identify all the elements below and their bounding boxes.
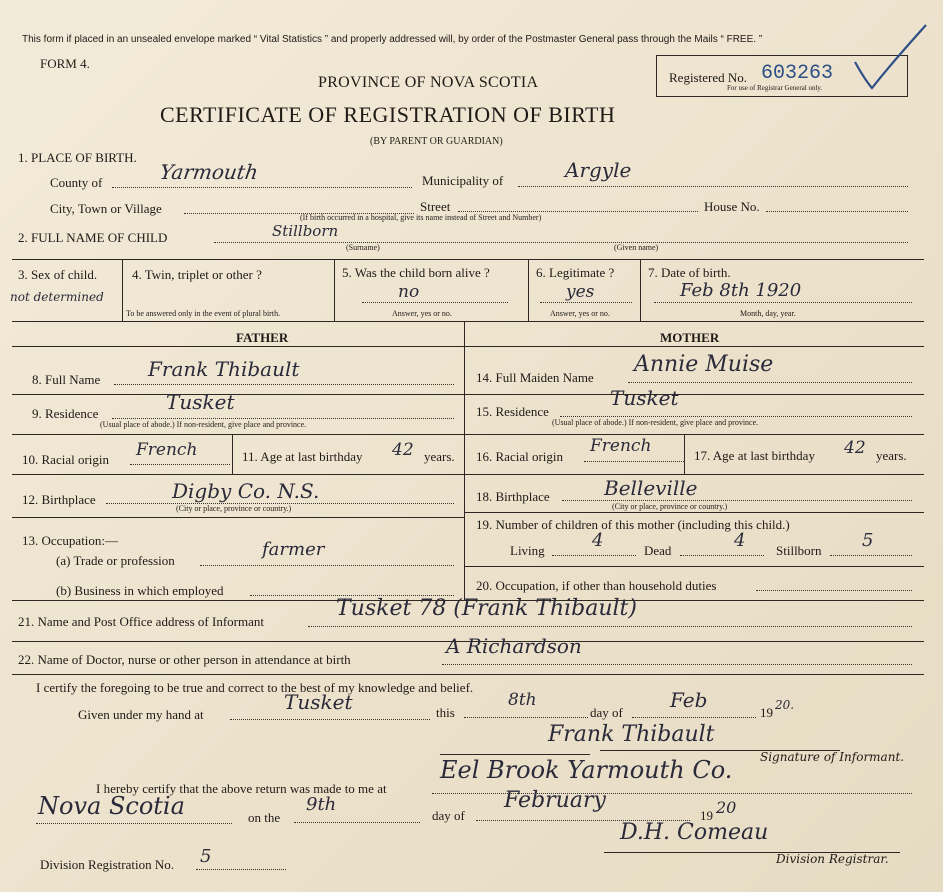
municipality-label: Municipality of xyxy=(422,173,504,188)
registrar-day-of-label: day of xyxy=(432,808,465,823)
on-the-label: on the xyxy=(248,810,281,825)
division-registrar-label: Division Registrar. xyxy=(776,852,889,866)
mother-name-label: 14. Full Maiden Name xyxy=(476,370,594,385)
given-place: Tusket xyxy=(284,690,353,714)
legit-value: yes xyxy=(566,282,595,302)
given-month: Feb xyxy=(670,688,708,712)
father-race: French xyxy=(136,440,198,460)
father-birth-note: (City or place, province or country.) xyxy=(176,504,292,513)
father-birthplace-label: 12. Birthplace xyxy=(22,492,96,507)
alive-value: no xyxy=(398,282,420,302)
mother-race: French xyxy=(590,436,652,456)
division-no-label: Division Registration No. xyxy=(40,857,174,872)
doctor-value: A Richardson xyxy=(446,634,582,658)
stillborn-label: Stillborn xyxy=(776,543,822,558)
business-label: (b) Business in which employed xyxy=(56,583,224,598)
legit-note: Answer, yes or no. xyxy=(550,309,610,318)
stillborn-value: 5 xyxy=(862,530,874,551)
registrar-day: 9th xyxy=(306,794,337,815)
father-name-label: 8. Full Name xyxy=(32,372,101,387)
twin-note: To be answered only in the event of plural birth. xyxy=(126,309,281,318)
twin-label: 4. Twin, triplet or other ? xyxy=(132,267,262,282)
living-label: Living xyxy=(510,543,545,558)
registrar-signature: D.H. Comeau xyxy=(620,820,769,845)
form-number: FORM 4. xyxy=(40,56,90,71)
birthdate-label: 7. Date of birth. xyxy=(648,265,731,280)
child-surname: Stillborn xyxy=(272,222,339,240)
surname-caption: (Surname) xyxy=(346,243,380,252)
reg-label: Registered No. xyxy=(669,70,747,85)
division-no-value: 5 xyxy=(200,846,212,867)
occupation-label: 13. Occupation:— xyxy=(22,533,119,548)
alive-note: Answer, yes or no. xyxy=(392,309,452,318)
mother-abode-note: (Usual place of abode.) If non-resident, give place and province. xyxy=(552,418,759,427)
mother-age-label: 17. Age at last birthday xyxy=(694,448,815,463)
place-heading: 1. PLACE OF BIRTH. xyxy=(18,150,137,165)
page-subtitle: (BY PARENT OR GUARDIAN) xyxy=(370,136,503,147)
child-name-label: 2. FULL NAME OF CHILD xyxy=(18,230,168,245)
dead-label: Dead xyxy=(644,543,672,558)
dead-value: 4 xyxy=(734,530,746,551)
father-residence: Tusket xyxy=(166,390,235,414)
father-res-label: 9. Residence xyxy=(32,406,99,421)
sex-value: not determined xyxy=(10,290,104,304)
reg-note: For use of Registrar General only. xyxy=(727,84,823,92)
street-label: Street xyxy=(420,199,451,214)
given-caption: (Given name) xyxy=(614,243,659,252)
county-value: Yarmouth xyxy=(158,160,260,184)
sex-label: 3. Sex of child. xyxy=(18,267,98,282)
doctor-label: 22. Name of Doctor, nurse or other person in attendance at birth xyxy=(18,652,351,667)
check-mark-icon xyxy=(820,20,930,95)
informant-value: Tusket 78 (Frank Thibault) xyxy=(336,596,637,621)
given-day: 8th xyxy=(508,690,537,710)
registrar-year-suffix: 20 xyxy=(716,798,737,817)
children-label: 19. Number of children of this mother (including this child.) xyxy=(476,517,790,532)
page-title: CERTIFICATE OF REGISTRATION OF BIRTH xyxy=(160,102,616,127)
mother-birthplace: Belleville xyxy=(604,476,698,500)
father-name: Frank Thibault xyxy=(148,357,300,381)
father-age: 42 xyxy=(392,440,414,460)
city-label: City, Town or Village xyxy=(50,201,162,216)
mother-race-label: 16. Racial origin xyxy=(476,449,564,464)
father-birthplace: Digby Co. N.S. xyxy=(172,479,320,503)
house-label: House No. xyxy=(704,199,760,214)
given-year-suffix: 20. xyxy=(775,698,795,712)
province-heading: PROVINCE OF NOVA SCOTIA xyxy=(318,74,539,91)
informant-signature: Frank Thibault xyxy=(548,722,715,747)
registration-number: 603263 xyxy=(761,62,834,85)
birthdate-note: Month, day, year. xyxy=(740,309,796,318)
father-abode-note: (Usual place of abode.) If non-resident, give place and province. xyxy=(100,420,307,429)
registrar-month: February xyxy=(504,788,606,813)
signature-informant-label: Signature of Informant. xyxy=(760,750,905,764)
registrar-year-prefix: 19 xyxy=(700,808,713,823)
father-heading: FATHER xyxy=(236,330,289,345)
this-label: this xyxy=(436,705,455,720)
day-of-label: day of xyxy=(590,705,623,720)
mother-birth-note: (City or place, province or country.) xyxy=(612,502,728,511)
registrar-text: I hereby certify that the above return was made to me at xyxy=(96,781,387,796)
municipality-value: Argyle xyxy=(565,158,632,182)
certify-text: I certify the foregoing to be true and correct to the best of my knowledge and belief. xyxy=(36,680,474,695)
registrar-place: Eel Brook Yarmouth Co. xyxy=(440,756,733,784)
father-race-label: 10. Racial origin xyxy=(22,452,110,467)
mother-name: Annie Muise xyxy=(634,352,774,377)
mother-age: 42 xyxy=(844,438,866,458)
given-label: Given under my hand at xyxy=(78,707,204,722)
county-label: County of xyxy=(50,175,103,190)
hospital-note: (If birth occurred in a hospital, give its name instead of Street and Number) xyxy=(300,213,542,222)
mother-residence: Tusket xyxy=(610,386,679,410)
mother-years: years. xyxy=(876,448,907,463)
mother-res-label: 15. Residence xyxy=(476,404,549,419)
given-year-prefix: 19 xyxy=(760,705,773,720)
mother-occupation-label: 20. Occupation, if other than household duties xyxy=(476,578,717,593)
mother-birthplace-label: 18. Birthplace xyxy=(476,489,550,504)
informant-label: 21. Name and Post Office address of Informant xyxy=(18,614,264,629)
legit-label: 6. Legitimate ? xyxy=(536,265,615,280)
living-value: 4 xyxy=(592,530,604,551)
father-years: years. xyxy=(424,449,455,464)
father-age-label: 11. Age at last birthday xyxy=(242,449,363,464)
mail-notice: This form if placed in an unsealed envelope marked “ Vital Statistics ” and properly addressed will, by order of the Postmaster General pass through the Mails “ FREE. ” xyxy=(22,34,763,45)
trade-value: farmer xyxy=(262,539,325,560)
alive-label: 5. Was the child born alive ? xyxy=(342,265,490,280)
trade-label: (a) Trade or profession xyxy=(56,553,175,568)
birthdate-value: Feb 8th 1920 xyxy=(680,280,802,301)
registrar-place-province: Nova Scotia xyxy=(38,792,185,820)
mother-heading: MOTHER xyxy=(660,330,720,345)
